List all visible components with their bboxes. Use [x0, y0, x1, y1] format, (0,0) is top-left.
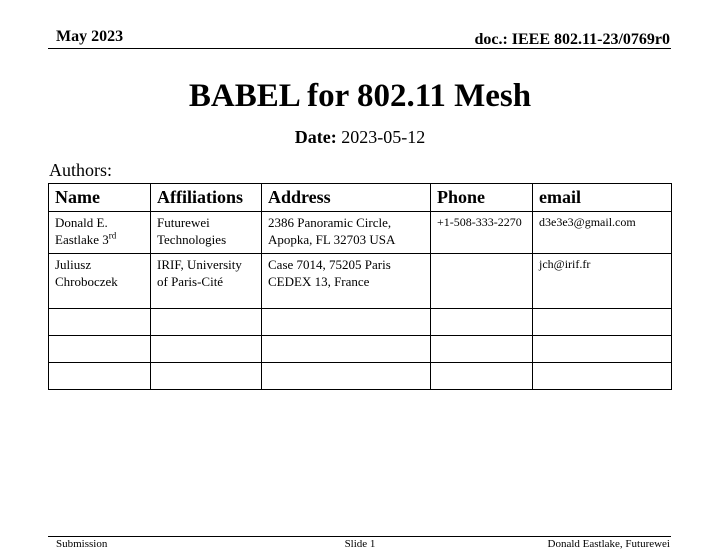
cell-affiliation: IRIF, University of Paris-Cité — [151, 254, 262, 309]
empty-cell — [49, 336, 151, 363]
empty-cell — [533, 363, 672, 390]
cell-name: Juliusz Chroboczek — [49, 254, 151, 309]
footer-divider — [48, 536, 671, 537]
column-header-affiliations: Affiliations — [151, 184, 262, 212]
table-row — [49, 254, 672, 309]
empty-cell — [49, 309, 151, 336]
column-header-address: Address — [262, 184, 431, 212]
name-suffix: rd — [108, 230, 117, 241]
date-label: Date: — [294, 127, 337, 147]
column-header-phone: Phone — [431, 184, 533, 212]
cell-email: jch@irif.fr — [533, 254, 672, 309]
date-value: 2023-05-12 — [341, 127, 426, 147]
authors-table — [48, 183, 672, 390]
footer-submission: Submission — [56, 538, 108, 550]
date-line — [0, 127, 720, 148]
empty-cell — [49, 363, 151, 390]
authors-label: Authors: — [49, 160, 112, 180]
cell-address: Case 7014, 75205 Paris CEDEX 13, France — [262, 254, 431, 309]
table-row-empty — [49, 336, 672, 363]
empty-cell — [533, 336, 672, 363]
footer-author: Donald Eastlake, Futurewei — [547, 538, 670, 550]
empty-cell — [431, 363, 533, 390]
author-name: Donald E. Eastlake 3 — [55, 215, 109, 247]
empty-cell — [533, 309, 672, 336]
header-divider — [48, 48, 671, 49]
cell-phone: +1-508-333-2270 — [431, 212, 533, 254]
cell-name — [49, 212, 151, 254]
table-row-empty — [49, 363, 672, 390]
empty-cell — [431, 336, 533, 363]
cell-email: d3e3e3@gmail.com — [533, 212, 672, 254]
cell-address: 2386 Panoramic Circle, Apopka, FL 32703 USA — [262, 212, 431, 254]
empty-cell — [431, 309, 533, 336]
empty-cell — [262, 336, 431, 363]
header-doc-id: doc.: IEEE 802.11-23/0769r0 — [474, 31, 670, 48]
empty-cell — [262, 309, 431, 336]
empty-cell — [262, 363, 431, 390]
slide-title: BABEL for 802.11 Mesh — [188, 78, 532, 114]
column-header-email: email — [533, 184, 672, 212]
empty-cell — [151, 309, 262, 336]
empty-cell — [151, 336, 262, 363]
column-header-name: Name — [49, 184, 151, 212]
table-row-empty — [49, 309, 672, 336]
cell-phone — [431, 254, 533, 309]
table-row — [49, 212, 672, 254]
cell-affiliation: Futurewei Technologies — [151, 212, 262, 254]
empty-cell — [151, 363, 262, 390]
header-date: May 2023 — [56, 28, 124, 45]
footer-slide-number: Slide 1 — [344, 538, 376, 550]
table-header-row — [49, 184, 672, 212]
